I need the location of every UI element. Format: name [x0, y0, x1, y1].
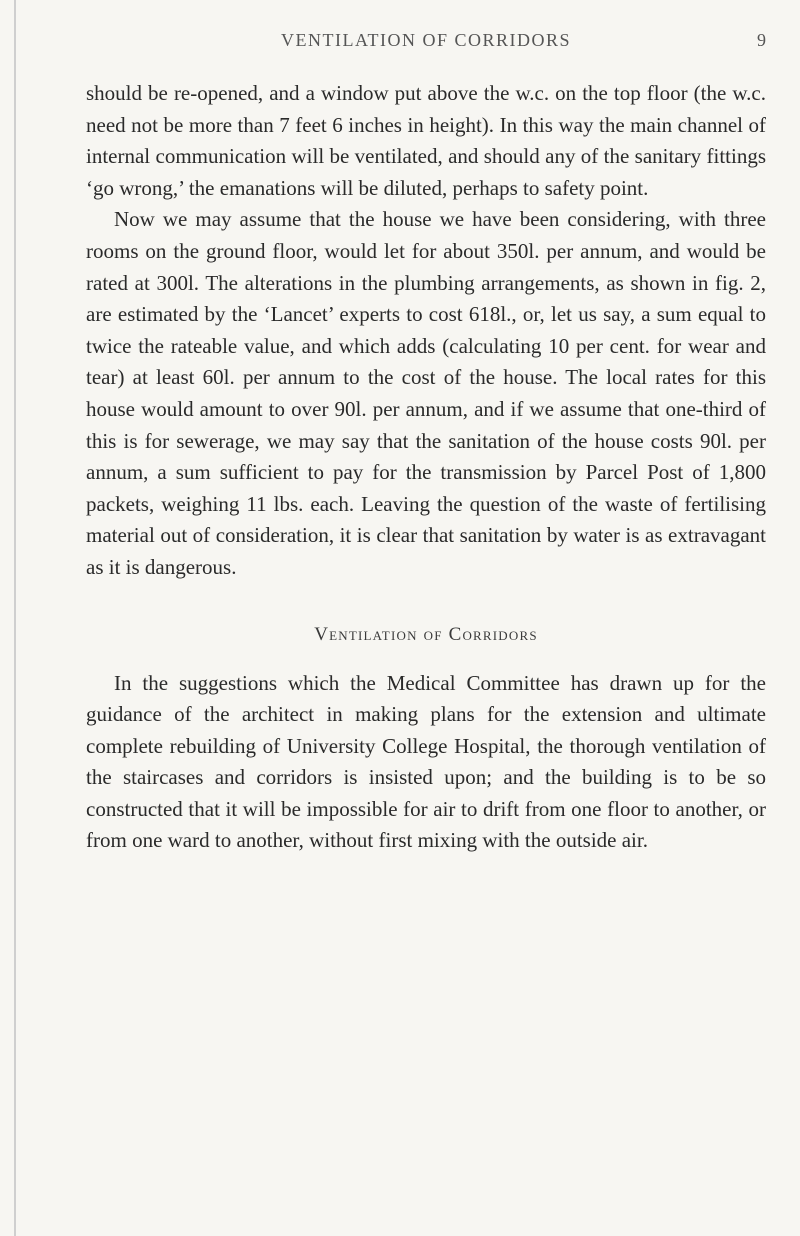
body-text	[86, 78, 766, 857]
running-header	[86, 30, 766, 60]
running-title: VENTILATION OF CORRIDORS	[280, 30, 571, 50]
page-edge-rule	[14, 0, 16, 1236]
paragraph-cost-estimate: Now we may assume that the house we have been considering, with three rooms on the ground floor, would let for about 350l. per annum, and would be rated at 300l. The alterations in the plumbing arrangements, as shown in fig. 2, are estimated by the ‘Lancet’ experts to cost 618l., or, let us say, a sum equal to twice the rateable value, and which adds (calculating 10 per cent. for wear and tear) at least 60l. per annum to the cost of the house. The local rates for this house would amount to over 90l. per annum, and if we assume that one-third of this is for sewerage, we may say that the sanitation of the house costs 90l. per annum, a sum sufficient to pay for the transmission by Parcel Post of 1,800 packets, weighing 11 lbs. each. Leaving the question of the waste of fertilising material out of consideration, it is clear that sanitation by water is as extravagant as it is dangerous.	[86, 207, 766, 579]
paragraph-continued: should be re-opened, and a window put above the w.c. on the top floor (the w.c. need not be more than 7 feet 6 inches in height). In this way the main channel of internal communication will be ventilated, and should any of the sanitary fittings ‘go wrong,’ the emanations will be diluted, perhaps to safety point.	[86, 81, 766, 200]
paragraph-ventilation: In the suggestions which the Medical Committee has drawn up for the guidance of the architect in making plans for the extension and ultimate complete rebuilding of University College Hospital, the thorough ventilation of the staircases and corridors is insisted upon; and the building is to be so constructed that it will be impossible for air to drift from one floor to another, or from one ward to another, without first mixing with the outside air.	[86, 670, 766, 853]
page-number: 9	[757, 30, 766, 50]
section-heading: Ventilation of Corridors	[314, 623, 538, 645]
